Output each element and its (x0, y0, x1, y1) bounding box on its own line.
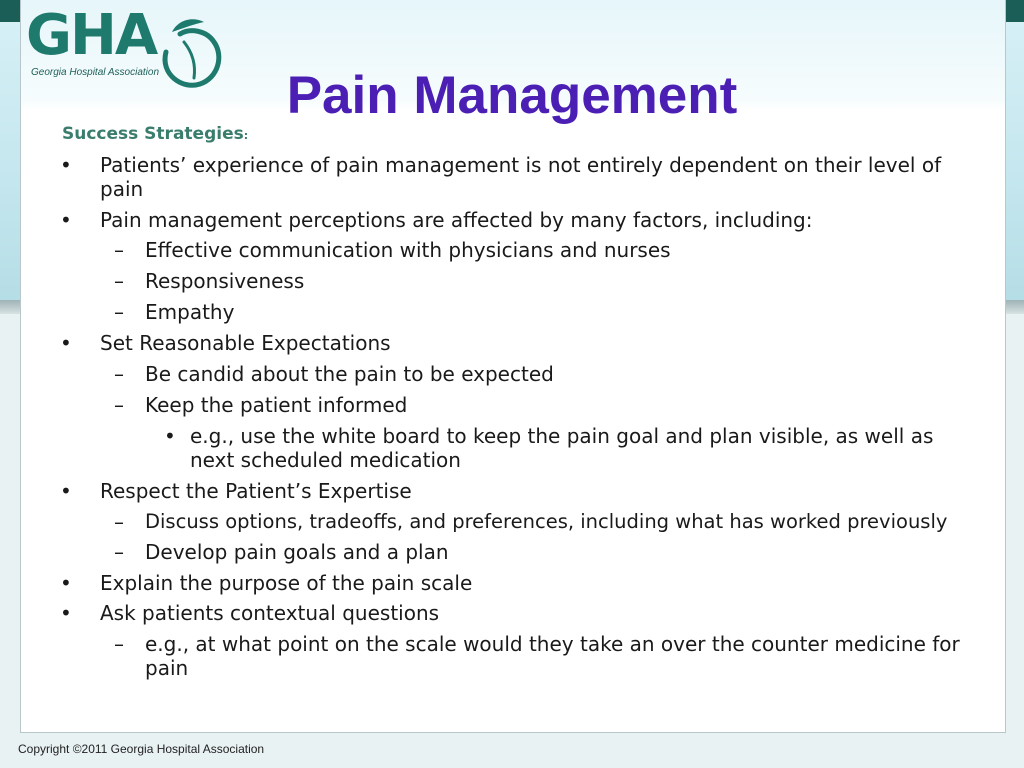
logo-subtitle: Georgia Hospital Association (31, 67, 160, 78)
copyright-footer: Copyright ©2011 Georgia Hospital Association (18, 742, 265, 756)
dash-marker: – (114, 632, 124, 656)
bullet-item: Ask patients contextual questions (100, 601, 440, 625)
sub-sub-bullet-item-continuation: next scheduled medication (190, 448, 461, 472)
subheading-text: Success Strategies (62, 124, 244, 144)
slide-title: Pain Management (286, 66, 738, 125)
dash-marker: – (114, 510, 124, 534)
bullet-item: Patients’ experience of pain management is not entirely dependent on their level of (100, 153, 942, 177)
sub-bullet-item: Effective communication with physicians and nurses (145, 238, 671, 262)
bullet-marker: • (60, 571, 72, 595)
section-subheading (62, 124, 248, 144)
sub-bullet-item: Keep the patient informed (145, 393, 408, 417)
dash-marker: – (114, 393, 124, 417)
bullet-marker: • (60, 208, 72, 232)
sub-bullet-item: Be candid about the pain to be expected (145, 362, 554, 386)
bullet-marker: • (164, 424, 176, 448)
bullet-item: Respect the Patient’s Expertise (100, 479, 412, 503)
dash-marker: – (114, 238, 124, 262)
dash-marker: – (114, 300, 124, 324)
bullet-item: Explain the purpose of the pain scale (100, 571, 473, 595)
bullet-marker: • (60, 331, 72, 355)
bullet-marker: • (60, 601, 72, 625)
sub-bullet-item: Develop pain goals and a plan (145, 540, 449, 564)
subheading-colon: : (243, 129, 249, 142)
dash-marker: – (114, 362, 124, 386)
sub-bullet-item: Responsiveness (145, 269, 305, 293)
bullet-item: Pain management perceptions are affected by many factors, including: (100, 208, 813, 232)
sub-bullet-item: Empathy (145, 300, 235, 324)
sub-bullet-item: Discuss options, tradeoffs, and preferences, including what has worked previously (145, 510, 948, 533)
dash-marker: – (114, 540, 124, 564)
dash-marker: – (114, 269, 124, 293)
bullet-item: Set Reasonable Expectations (100, 331, 391, 355)
bullet-marker: • (60, 479, 72, 503)
sub-sub-bullet-item: e.g., use the white board to keep the pain goal and plan visible, as well as (190, 424, 934, 448)
bullet-item-continuation: pain (100, 177, 144, 201)
sub-bullet-item-continuation: pain (145, 656, 189, 680)
logo-letters: GHA (26, 3, 157, 68)
sub-bullet-item: e.g., at what point on the scale would they take an over the counter medicine for (145, 632, 960, 656)
bullet-marker: • (60, 153, 72, 177)
